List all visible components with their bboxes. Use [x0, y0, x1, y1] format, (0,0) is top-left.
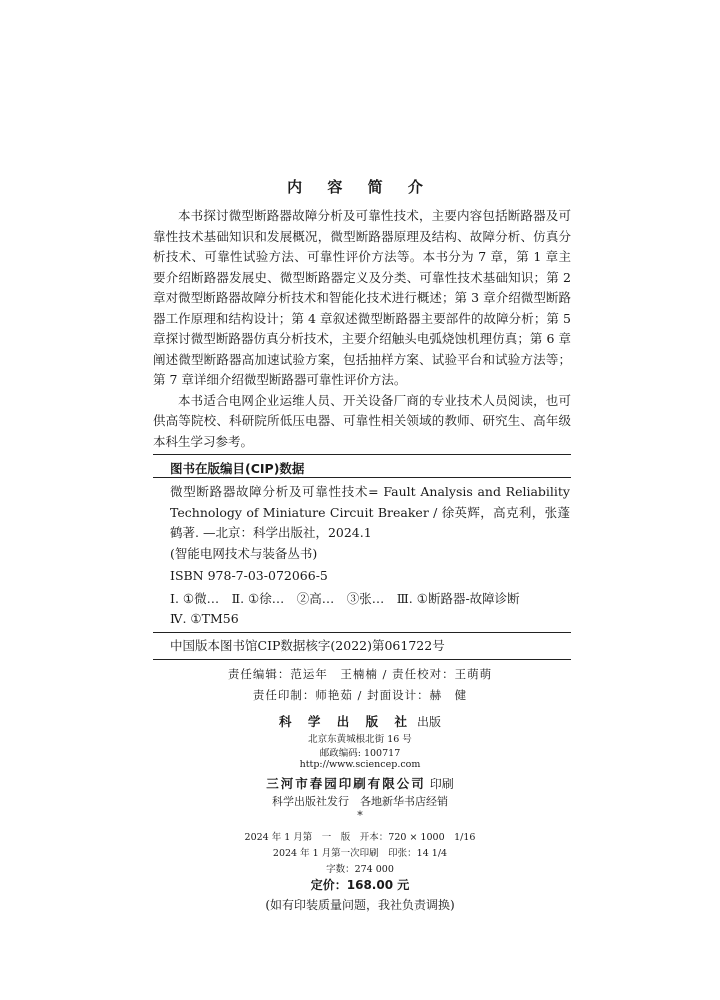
publisher-suffix: 出版 — [416, 715, 441, 729]
publisher-url: http://www.sciencep.com — [299, 759, 421, 770]
quality-note: (如有印装质量问题，我社负责调换) — [265, 898, 455, 912]
printer-line — [0, 774, 720, 792]
editor-credits: 责任编辑：范运年 王楠楠 / 责任校对：王萌萌 — [227, 667, 493, 681]
cip-verification: 中国版本图书馆CIP数据核字(2022)第061722号 — [170, 638, 445, 653]
edition-line: 2024 年 1 月第 一 版 开本：720 × 1000 1/16 — [244, 832, 476, 843]
cip-entry: 微型断路器故障分析及可靠性技术= Fault Analysis and Reliability Technology of Miniature Circuit Breaker / 徐英辉，高克利，张蓬鹤著. —北京：科学出版社，2024.1 — [170, 484, 570, 540]
printer-logo: 三河市春园印刷有限公司 — [266, 776, 426, 791]
cip-classification-1: Ⅰ. ①微… Ⅱ. ①徐… ②高… ③张… Ⅲ. ①断路器-故障诊断 — [170, 591, 520, 606]
intro-paragraph-1: 本书探讨微型断路器故障分析及可靠性技术，主要内容包括断路器及可靠性技术基础知识和发展概况，微型断路器原理及结构、故障分析、仿真分析技术、可靠性试验方法、可靠性评价方法等。本书分为 7 章，第 1 章主要介绍断路器发展史、微型断路器定义及分类、可靠性技术基础知识；第 2 章对微型断路器故障分析技术和智能化技术进行概述；第 3 章介绍微型断路器工作原理和结构设计；第 4 章叙述微型断路器主要部件的故障分析；第 5 章探讨微型断路器仿真分析技术，主要介绍触头电弧烧蚀机理仿真；第 6 章阐述微型断路器高加速试验方案，包括抽样方案、试验平台和试验方法等；第 7 章详细介绍微型断路器可靠性评价方法。 — [153, 208, 571, 387]
cip-mid-rule — [153, 632, 571, 633]
separator-star: * — [357, 809, 363, 822]
intro-section — [153, 206, 571, 452]
distribution-line: 科学出版社发行 各地新华书店经销 — [272, 795, 448, 808]
production-credits: 责任印制：师艳茹 / 封面设计：赫 健 — [252, 688, 468, 702]
cip-heading: 图书在版编目(CIP)数据 — [170, 461, 305, 476]
printing-line: 2024 年 1 月第一次印刷 印张：14 1/4 — [272, 848, 448, 859]
cip-classification-2: Ⅳ. ①TM56 — [170, 611, 239, 626]
price: 定价：168.00 元 — [310, 878, 410, 892]
cip-series: (智能电网技术与装备丛书) — [170, 546, 318, 561]
publisher-address: 北京东黄城根北街 16 号 — [308, 734, 412, 745]
publisher-postcode: 邮政编码: 100717 — [319, 748, 401, 759]
cip-isbn: ISBN 978-7-03-072066-5 — [170, 568, 328, 583]
cip-bottom-rule — [153, 659, 571, 660]
publisher-line — [0, 712, 720, 730]
cip-head-rule — [153, 477, 571, 478]
printer-suffix: 印刷 — [429, 777, 454, 791]
intro-paragraph-2: 本书适合电网企业运维人员、开关设备厂商的专业技术人员阅读，也可供高等院校、科研院所低压电器、可靠性相关领域的教师、研究生、高年级本科生学习参考。 — [153, 392, 571, 449]
page-title: 内 容 简 介 — [287, 178, 433, 196]
word-count: 字数：274 000 — [326, 864, 394, 875]
publisher-logo: 科 学 出 版 社 — [279, 714, 413, 729]
cip-top-rule — [153, 454, 571, 455]
